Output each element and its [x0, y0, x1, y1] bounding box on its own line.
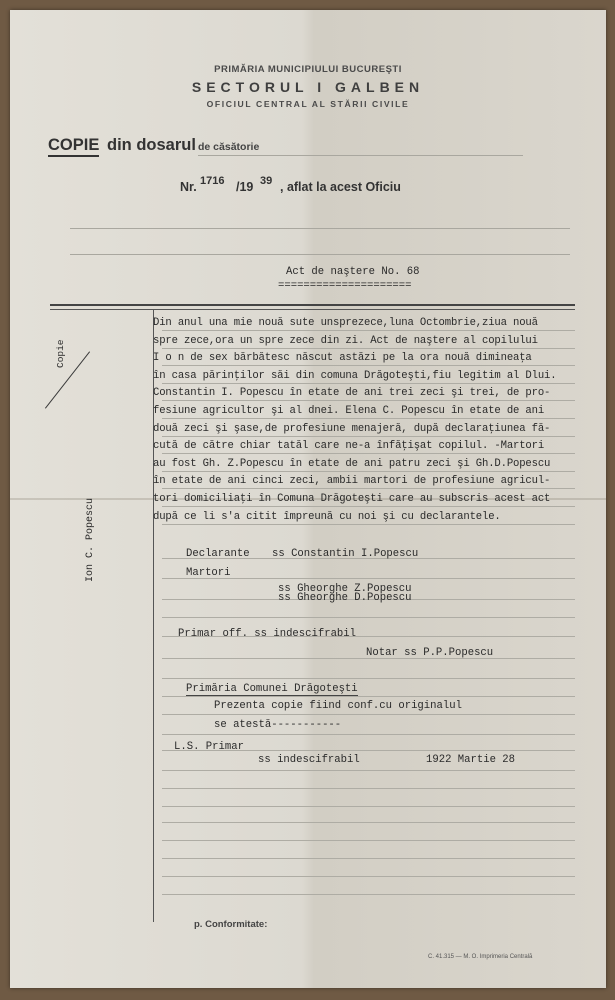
martor-1: ss Gheorghe Z.Popescu	[278, 583, 412, 595]
attestation-date: 1922 Martie 28	[426, 754, 516, 766]
nr-label: Nr.	[180, 180, 197, 194]
printer-imprint: C. 41.315 — M. O. Imprimeria Centrală	[428, 954, 533, 960]
notar-signature: Notar ss P.P.Popescu	[366, 647, 494, 659]
act-body-line: spre zece,ora un spre zece din zi. Act de naştere al copilului	[153, 334, 538, 347]
act-body-line: au fost Gh. Z.Popescu în etate de ani patru zeci şi Gh.D.Popescu	[153, 457, 551, 470]
prezenta-copie: Prezenta copie fiind conf.cu originalul	[214, 700, 462, 712]
header-line-3: OFICIUL CENTRAL AL STĂRII CIVILE	[206, 99, 410, 109]
rule-line	[162, 400, 575, 401]
se-atesta: se atestă-----------	[214, 719, 342, 731]
primaria-comunei: Primăria Comunei Drăgoteşti	[186, 683, 358, 695]
frame-top-rule-thin	[50, 309, 575, 310]
rule-line	[162, 488, 575, 489]
ls-primar: L.S. Primar	[174, 741, 244, 753]
rule-line	[162, 788, 575, 789]
rule-line	[162, 678, 575, 679]
dossier-type: de căsătorie	[198, 141, 260, 153]
act-title-underline: =====================	[278, 280, 412, 292]
copie-stamp-text: Copie	[55, 339, 66, 368]
act-body-line: în etate de ani cinci zeci, ambii martori de profesiune agricul-	[153, 475, 551, 488]
rule-line	[162, 822, 575, 823]
rule-line	[162, 696, 575, 697]
rule-line	[198, 155, 523, 156]
din-dosarul-label: din dosarul	[107, 136, 196, 154]
declarante-label: Declarante	[186, 548, 250, 560]
act-body-line: în casa părinţilor săi din comuna Drăgoteşti,fiu legitim al Dlui.	[153, 369, 557, 382]
margin-divider	[153, 309, 154, 922]
rule-line	[162, 714, 575, 715]
rule-line	[162, 894, 575, 895]
conformitate-label: p. Conformitate:	[194, 919, 268, 930]
rule-line	[162, 436, 575, 437]
rule-line	[162, 770, 575, 771]
copie-stamp	[45, 339, 85, 410]
act-body-line: două zeci şi şase,de profesiune menajeră, după declaraţiunea fă-	[153, 422, 551, 435]
act-body-line: I o n de sex bărbătesc născut astăzi pe la ora nouă dimineaţa	[153, 352, 532, 365]
ss-indescifrabil: ss indescifrabil	[258, 754, 360, 766]
act-body-line: Din anul una mie nouă sute unsprezece,luna Octombrie,ziua nouă	[153, 317, 538, 329]
rule-line	[162, 330, 575, 331]
year-prefix: /19	[236, 180, 254, 194]
rule-line	[162, 453, 575, 454]
year-value: 39	[260, 175, 273, 187]
rule-line	[162, 734, 575, 735]
rule-line	[162, 524, 575, 525]
act-body-line: Constantin I. Popescu în etate de ani trei zeci şi trei, de pro-	[153, 387, 551, 400]
act-body-line: tori domiciliaţi în Comuna Drăgoteşti care au subscris acest act	[153, 493, 551, 505]
rule-line	[162, 858, 575, 859]
nr-value: 1716	[200, 175, 225, 187]
rule-line	[70, 228, 570, 229]
declarante-value: ss Constantin I.Popescu	[272, 548, 419, 560]
act-body-line: fesiune agricultor şi al dnei. Elena C. Popescu în etate de ani	[153, 405, 545, 417]
rule-line	[162, 506, 575, 507]
header-line-1: PRIMĂRIA MUNICIPIULUI BUCUREŞTI	[214, 64, 402, 75]
rule-line	[162, 365, 575, 366]
rule-line	[162, 806, 575, 807]
rule-line	[162, 471, 575, 472]
rule-line	[162, 383, 575, 384]
martori-label: Martori	[186, 567, 231, 579]
copie-label: COPIE	[48, 136, 99, 157]
frame-top-rule	[50, 304, 575, 306]
header-line-2: SECTORUL I GALBEN	[191, 79, 425, 95]
act-title: Act de naştere No. 68	[286, 266, 420, 278]
rule-line	[162, 348, 575, 349]
act-body-line: cută de către chiar tatăl care ne-a înfăţişat copilul. -Martori	[153, 440, 545, 453]
aflat-label: , aflat la acest Oficiu	[280, 180, 401, 194]
act-body-line: după ce li s'a citit împreună cu noi şi cu declarantele.	[153, 510, 501, 523]
document-sheet	[10, 10, 606, 988]
rule-line	[70, 254, 570, 255]
rule-line	[162, 617, 575, 618]
rule-line	[162, 876, 575, 877]
margin-name: Ion C. Popescu	[85, 497, 96, 582]
martor-2: ss Gheorghe D.Popescu	[278, 592, 412, 604]
primar-signature: Primar off. ss indescifrabil	[178, 628, 357, 640]
rule-line	[162, 418, 575, 419]
rule-line	[162, 840, 575, 841]
